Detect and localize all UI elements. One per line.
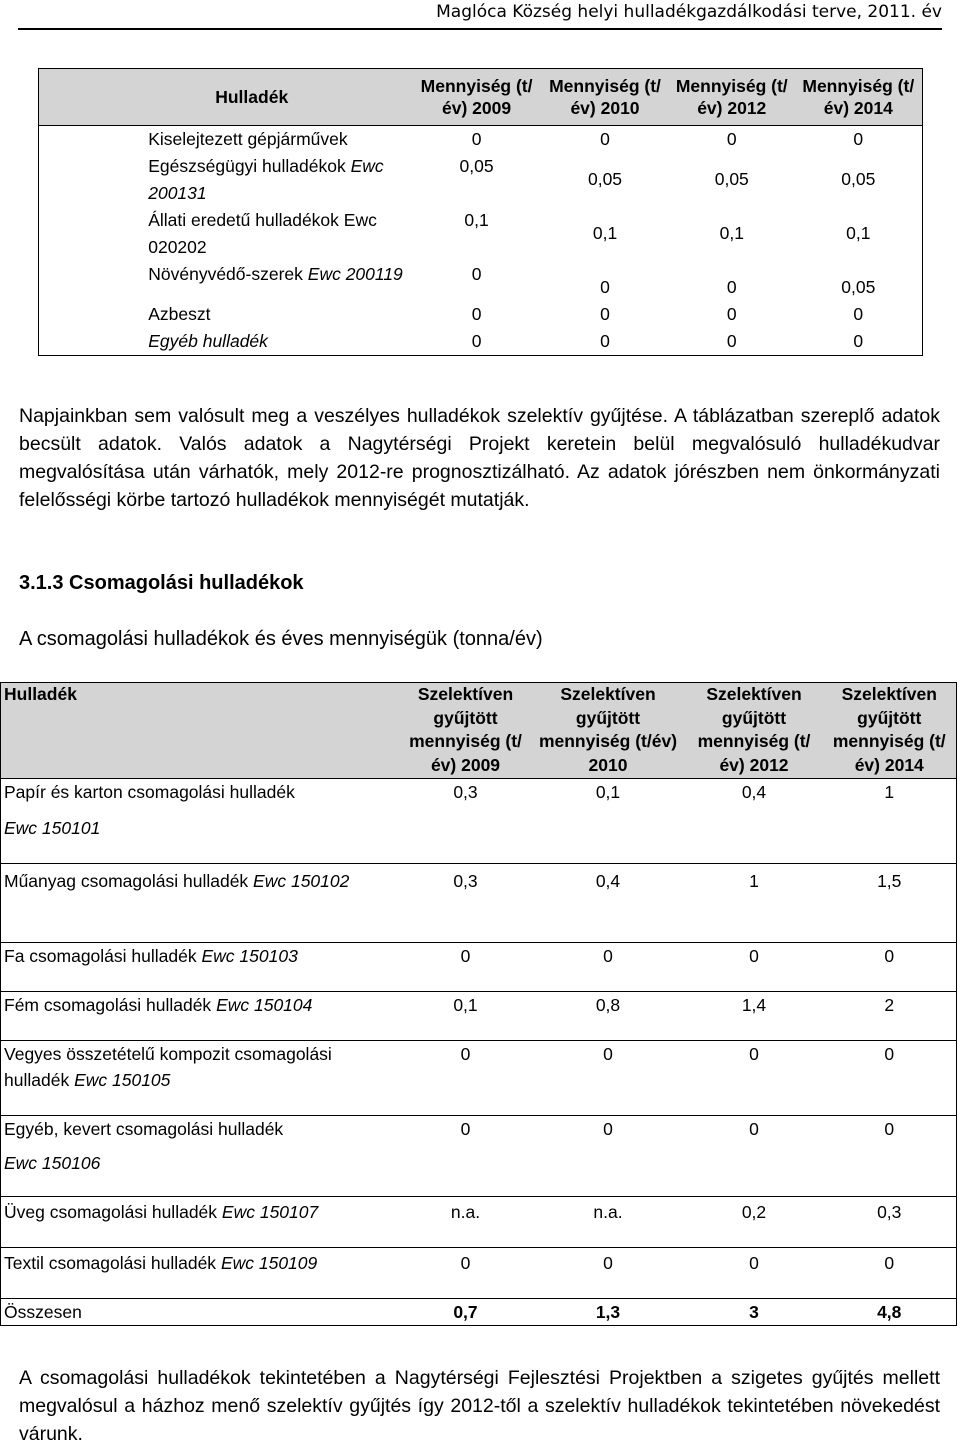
cell-value: 0 [795,301,923,328]
table-row [39,153,923,207]
cell-value: 1,5 [823,864,957,943]
cell-value: 0 [603,1119,613,1139]
row-name: Egyéb hulladék [148,331,268,351]
row-name: Egészségügyi hulladékok [148,156,346,176]
cell-value: 0,8 [531,992,686,1041]
table-caption: A csomagolási hulladékok és éves mennyiségük (tonna/év) [19,628,543,650]
cell-value: 0,1 [595,782,621,802]
body-paragraph: A csomagolási hulladékok tekintetében a Nagytérségi Fejlesztési Projektben a szigetes gyűjtés mellett megvalósul a házhoz menő szelektív gyűjtés így 2012-től a szelektív hulladékok tekintetében növekedést várunk. [19,1367,940,1445]
table-row [1,992,957,1041]
t2-header-waste: Hulladék [1,683,401,779]
table-row [39,328,923,356]
cell-value: 0,3 [823,1197,957,1248]
cell-value: 0,1 [592,223,618,243]
row-code: Ewc 200131 [148,156,384,203]
cell-value: 2 [823,992,957,1041]
cell-value: 0 [686,1248,823,1299]
table-row [39,261,923,301]
cell-value: 0,4 [741,782,767,802]
t2-header-2009: Szelektíven gyűjtött mennyiség (t/év) 2009 [401,683,531,779]
row-name: Fa csomagolási hulladék [4,946,197,966]
row-code: Ewc 150103 [201,946,298,966]
table-row [39,126,923,154]
cell-value: 0 [471,304,482,324]
table-row [1,1248,957,1299]
table-row [1,779,957,816]
cell-value: 0,3 [401,864,531,943]
cell-value: 0 [823,1248,957,1299]
cell-value: 0,05 [459,156,494,176]
cell-value: 0 [686,943,823,992]
cell-value: 0 [726,304,737,324]
section-heading: 3.1.3 Csomagolási hulladékok [19,572,304,594]
body-paragraph: Napjainkban sem valósult meg a veszélyes hulladékok szelektív gyűjtése. A táblázatban szereplő adatok becsült adatok. Valós adatok a Nagytérségi Projekt keretein belül megvalósuló hulladékudvar megvalósítása után várhatók, mely 2012-re prognosztizálható. Az adatok jórészben nem önkormányzati felelősségi körbe tartozó hulladékok mennyiségét mutatják. [19,405,940,511]
cell-value: 0 [749,1119,759,1139]
row-code: Ewc 150109 [220,1253,318,1273]
t1-header-waste: Hulladék [145,69,412,126]
cell-value: 0,2 [686,1197,823,1248]
cell-value: 1,4 [686,992,823,1041]
cell-value: 0 [412,328,541,356]
cell-value: 0,05 [841,169,876,189]
cell-value: 0 [823,943,957,992]
row-code: Ewc 150101 [4,818,101,838]
row-name: Üveg csomagolási hulladék [4,1202,218,1222]
row-code: Ewc 150107 [221,1202,319,1222]
cell-value: n.a. [531,1197,686,1248]
table-row [39,207,923,261]
table-row [1,943,957,992]
cell-value: 0 [531,1248,686,1299]
cell-value: 0 [401,1041,531,1116]
cell-value: 0 [471,264,482,284]
cell-value: 0,4 [531,864,686,943]
t1-header-2009: Mennyiség (t/év) 2009 [412,69,541,126]
table-row [1,1116,957,1151]
cell-value: 0 [531,943,686,992]
cell-value: 0 [401,1248,531,1299]
header-divider [18,28,942,30]
cell-value: 0 [460,1119,471,1139]
row-name: Növényvédő-szerek [148,264,303,284]
table-row [1,1041,957,1116]
cell-value: 0,1 [719,223,744,243]
table-row-total [1,1299,957,1326]
t1-header-2014: Mennyiség (t/év) 2014 [795,69,923,126]
cell-value: n.a. [401,1197,531,1248]
cell-value: 0,1 [401,992,531,1041]
cell-value: 0,3 [453,782,478,802]
table-row [1,1150,957,1197]
row-name: Papír és karton csomagolási hulladék [1,779,401,816]
row-code: Ewc 200119 [307,264,403,284]
cell-value: 1 [823,779,957,816]
cell-value: 0,05 [714,169,749,189]
cell-value: 0,7 [401,1299,531,1326]
cell-value: 0 [726,277,737,297]
cell-value: 1,3 [531,1299,686,1326]
row-code: Ewc 020202 [148,210,377,257]
cell-value: 0,05 [587,169,623,189]
row-name: Állati eredetű hulladékok [148,210,339,230]
row-name: Összesen [1,1299,401,1326]
cell-value: 0 [795,126,923,154]
t2-header-2010: Szelektíven gyűjtött mennyiség (t/év) 2010 [531,683,686,779]
page-header-title: Maglóca Község helyi hulladékgazdálkodási terve, 2011. év [436,2,942,22]
cell-value: 0 [531,1041,686,1116]
row-code: Ewc 150106 [4,1153,101,1173]
cell-value: 0 [726,129,737,149]
row-name: Egyéb, kevert csomagolási hulladék [1,1116,401,1151]
cell-value: 0 [669,328,795,356]
cell-value: 0,1 [846,223,871,243]
packaging-waste-table [0,682,957,1326]
row-name: Fém csomagolási hulladék [4,995,212,1015]
row-code: Ewc 150102 [253,871,350,891]
t2-header-2014: Szelektíven gyűjtött mennyiség (t/év) 2014 [823,683,957,779]
cell-value: 0,05 [841,277,876,297]
table-row [39,301,923,328]
cell-value: 0 [600,277,610,297]
cell-value: 4,8 [823,1299,957,1326]
cell-value: 0 [600,304,610,324]
cell-value: 1 [686,864,823,943]
table-row [1,1197,957,1248]
row-name: Textil csomagolási hulladék [4,1253,217,1273]
cell-value: 3 [686,1299,823,1326]
row-code: Ewc 150105 [74,1070,171,1090]
cell-value: 0 [600,129,610,149]
cell-value: 0 [823,1116,957,1151]
row-name: Kiselejtezett gépjárművek [148,129,348,149]
cell-value: 0 [401,943,531,992]
cell-value: 0 [686,1041,823,1116]
t1-header-2012: Mennyiség (t/év) 2012 [669,69,795,126]
cell-value: 0 [823,1041,957,1116]
cell-value: 0 [541,328,669,356]
table-row [1,815,957,864]
row-name: Vegyes összetételű kompozit csomagolási hulladék [4,1044,332,1090]
t1-header-2010: Mennyiség (t/év) 2010 [541,69,669,126]
hazardous-waste-table [38,68,923,356]
cell-value: 0 [471,129,482,149]
table-row [1,864,957,943]
row-name: Műanyag csomagolási hulladék [4,871,249,891]
cell-value: 0,1 [464,210,489,230]
cell-value: 0 [795,328,923,356]
t2-header-2012: Szelektíven gyűjtött mennyiség (t/év) 2012 [686,683,823,779]
row-name: Azbeszt [148,304,211,324]
row-code: Ewc 150104 [216,995,313,1015]
